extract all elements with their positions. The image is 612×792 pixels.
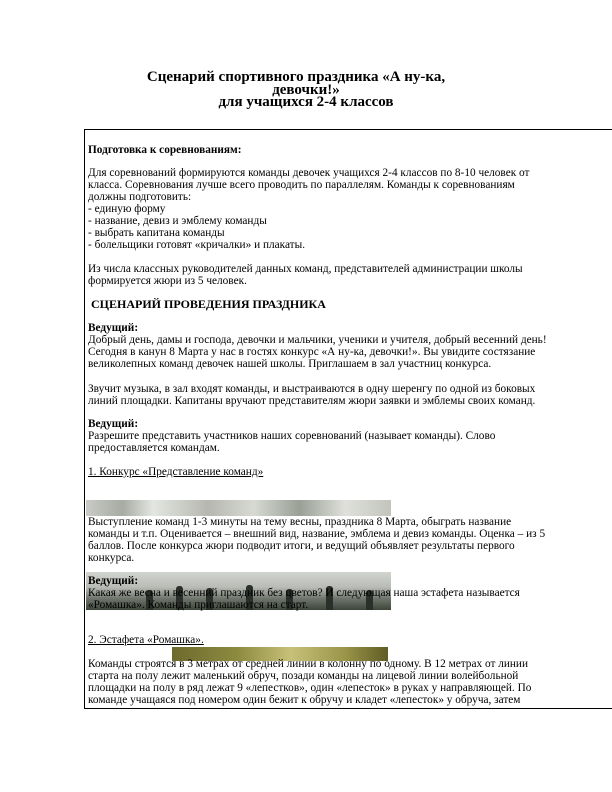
prep-line: - выбрать капитана команды <box>88 227 225 239</box>
host-label: Ведущий: <box>88 418 139 430</box>
document-subtitle: для учащихся 2-4 классов <box>218 94 394 110</box>
host-line: Какая же весна и весенний праздник без цветов? И следующая наша эстафета называется <box>88 587 520 599</box>
contest-1-line: конкурса. <box>88 552 135 564</box>
contest-2-title: 2. Эстафета «Ромашка». <box>88 634 204 646</box>
host-line: Сегодня в канун 8 Марта у нас в гостях конкурс «А ну-ка, девочки!». Вы увидите состязание <box>88 346 536 358</box>
prep-heading: Подготовка к соревнованиям: <box>88 144 242 156</box>
contest-2-line: старта на полу лежит маленький обруч, позади команды на лицевой линии волейбольной <box>88 670 519 682</box>
host-line: «Ромашка». Команды приглашаются на старт. <box>88 599 309 611</box>
host-label: Ведущий: <box>88 322 139 334</box>
event-photo-top <box>86 500 391 516</box>
scenario-heading: СЦЕНАРИЙ ПРОВЕДЕНИЯ ПРАЗДНИКА <box>91 297 326 311</box>
prep-line: класса. Соревнования лучше всего проводить по параллелям. Команды к соревнованиям <box>88 179 515 191</box>
music-line: линий площадки. Капитаны вручают представителям жюри заявки и эмблемы своих команд. <box>88 395 536 407</box>
prep-line: должны подготовить: <box>88 191 192 203</box>
contest-1-line: команды и т.п. Оценивается – внешний вид, название, эмблема и девиз команды. Оценка – из 5 <box>88 528 546 540</box>
prep-line: - болельщики готовят «кричалки» и плакаты. <box>88 239 306 251</box>
jury-line: формируется жюри из 5 человек. <box>88 275 247 287</box>
prep-line: - единую форму <box>88 203 166 215</box>
host-line: великолепных команд девочек нашей школы. Приглашаем в зал участниц конкурса. <box>88 358 492 370</box>
document-title-line-2: девочки!» <box>272 82 340 98</box>
host-line: предоставляется командам. <box>88 442 220 454</box>
contest-2-line: площадки на полу в ряд лежат 9 «лепестков», один «лепесток» в руках у направляющей. По <box>88 682 532 694</box>
host-label: Ведущий: <box>88 575 139 587</box>
document-title-line-1: Сценарий спортивного праздника «А ну-ка, <box>146 69 446 85</box>
music-line: Звучит музыка, в зал входят команды, и выстраиваются в одну шеренгу по одной из боковых <box>88 383 536 395</box>
jury-line: Из числа классных руководителей данных команд, представителей администрации школы <box>88 263 523 275</box>
host-line: Добрый день, дамы и господа, девочки и мальчики, ученики и учителя, добрый весенний день! <box>88 334 547 346</box>
contest-2-line: команде учащаяся под номером один бежит к обручу и кладет «лепесток» у обруча, затем <box>88 694 521 706</box>
contest-1-title: 1. Конкурс «Представление команд» <box>88 466 264 478</box>
host-line: Разрешите представить участников наших соревнований (называет команды). Слово <box>88 430 496 442</box>
prep-line: - название, девиз и эмблему команды <box>88 215 267 227</box>
contest-2-line: Команды строятся в 3 метрах от средней линии в колонну по одному. В 12 метрах от линии <box>88 658 529 670</box>
contest-1-line: Выступление команд 1-3 минуты на тему весны, праздника 8 Марта, обыграть название <box>88 516 512 528</box>
prep-line: Для соревнований формируются команды девочек учащихся 2-4 классов по 8-10 человек от <box>88 167 530 179</box>
contest-1-line: баллов. После конкурса жюри подводит итоги, и ведущий объявляет результаты первого <box>88 540 515 552</box>
